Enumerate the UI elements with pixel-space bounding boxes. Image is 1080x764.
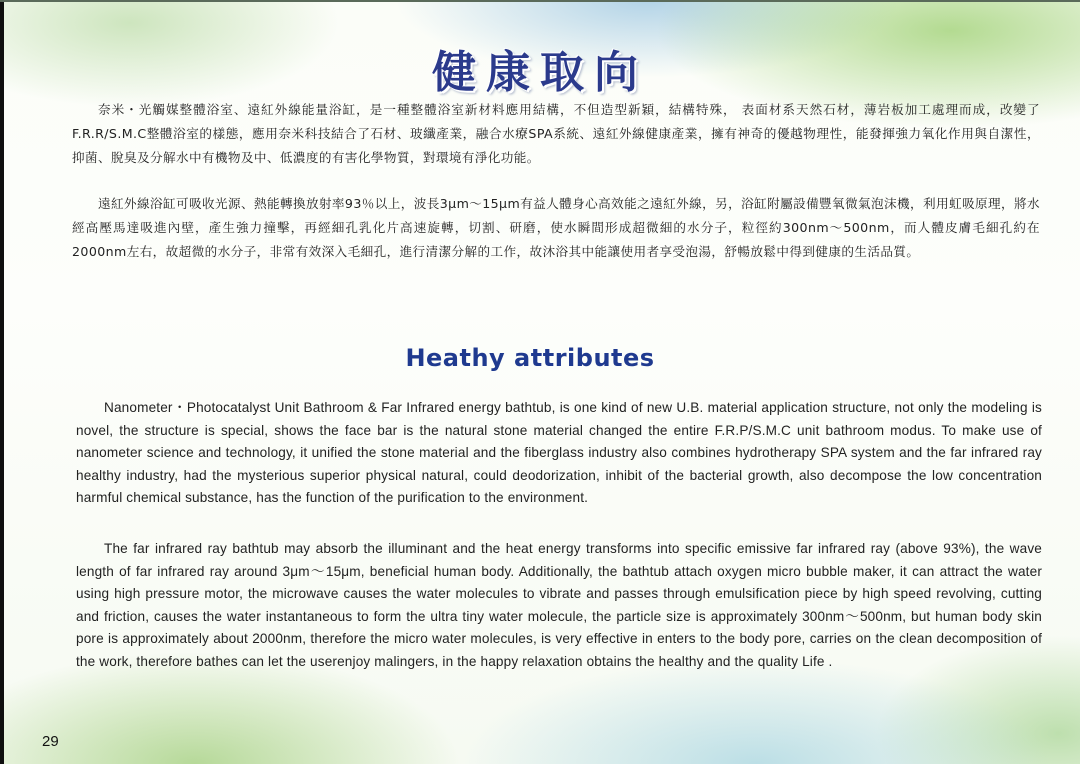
chinese-paragraph-2: 遠紅外線浴缸可吸收光源、熱能轉換放射率93％以上，波長3μm～15μm有益人體身心高效能之遠紅外線，另，浴缸附屬設備豐氧微氣泡沫機，利用虹吸原理，將水經高壓馬達吸進內壁，產生強力撞擊，再經細孔乳化片高速旋轉，切割、研磨，使水瞬間形成超微細的水分子，粒徑約300nm～500nm，而人體皮膚毛細孔約在2000nm左右，故超微的水分子，非常有效深入毛細孔，進行清潔分解的工作，故沐浴其中能讓使用者享受泡湯，舒暢放鬆中得到健康的生活品質。 <box>72 196 1040 259</box>
chinese-title: 健康取向 <box>432 47 648 98</box>
chinese-paragraph-1: 奈米・光觸媒整體浴室、遠紅外線能量浴缸，是一種整體浴室新材料應用結構，不但造型新穎，結構特殊， 表面材系天然石材，薄岩板加工處理而成，改變了F.R.R/S.M.C整體浴室的樣態，應用奈米科技結合了石材、玻纖產業，融合水療SPA系統、遠紅外線健康產業，擁有神奇的優越物理性，能發揮強力氧化作用與自潔性，抑菌、脫臭及分解水中有機物及中、低濃度的有害化學物質，對環境有淨化功能。 <box>72 102 1040 165</box>
english-paragraph-2: The far infrared ray bathtub may absorb the illuminant and the heat energy transforms into specific emissive far infrared ray (above 93%), the wave length of far infrared ray around 3μm～15μm, beneficial human body. Additionally, the bathtub attach oxygen micro bubble maker, it can attract the water using high pressure motor, the microwave causes the water molecules to vibrate and passes through emulsification piece by high speed revolving, cutting and friction, causes the water instantaneous to form the ultra tiny water molecule, the particle size is approximately 300nm～500nm, but human body skin pore is approximately about 2000nm, therefore the micro water molecules, is very effective in enters to the body pore, carries on the clean decomposition of the work, therefore bathes can let the userenjoy malingers, in the happy relaxation obtains the healthy and the quality Life . <box>76 541 1042 669</box>
page-number: 29 <box>42 733 59 750</box>
english-title: Heathy attributes <box>405 344 655 372</box>
english-paragraph-1: Nanometer・Photocatalyst Unit Bathroom & Far Infrared energy bathtub, is one kind of new U.B. material application structure, not only the modeling is novel, the structure is special, shows the face bar is the natural stone material changed the entire F.R.P/S.M.C unit bathroom modus. To make use of nanometer science and technology, it unified the stone material and the fiberglass industry also combines hydrotherapy SPA system and the far infrared ray healthy industry, had the mysterious superior physical natural, could deodorization, inhibit of the bacterial growth, also decompose the low concentration harmful chemical substance, has the function of the purification to the environment. <box>76 400 1042 505</box>
page-edge-top <box>0 0 1080 2</box>
page-edge-left <box>0 0 4 764</box>
